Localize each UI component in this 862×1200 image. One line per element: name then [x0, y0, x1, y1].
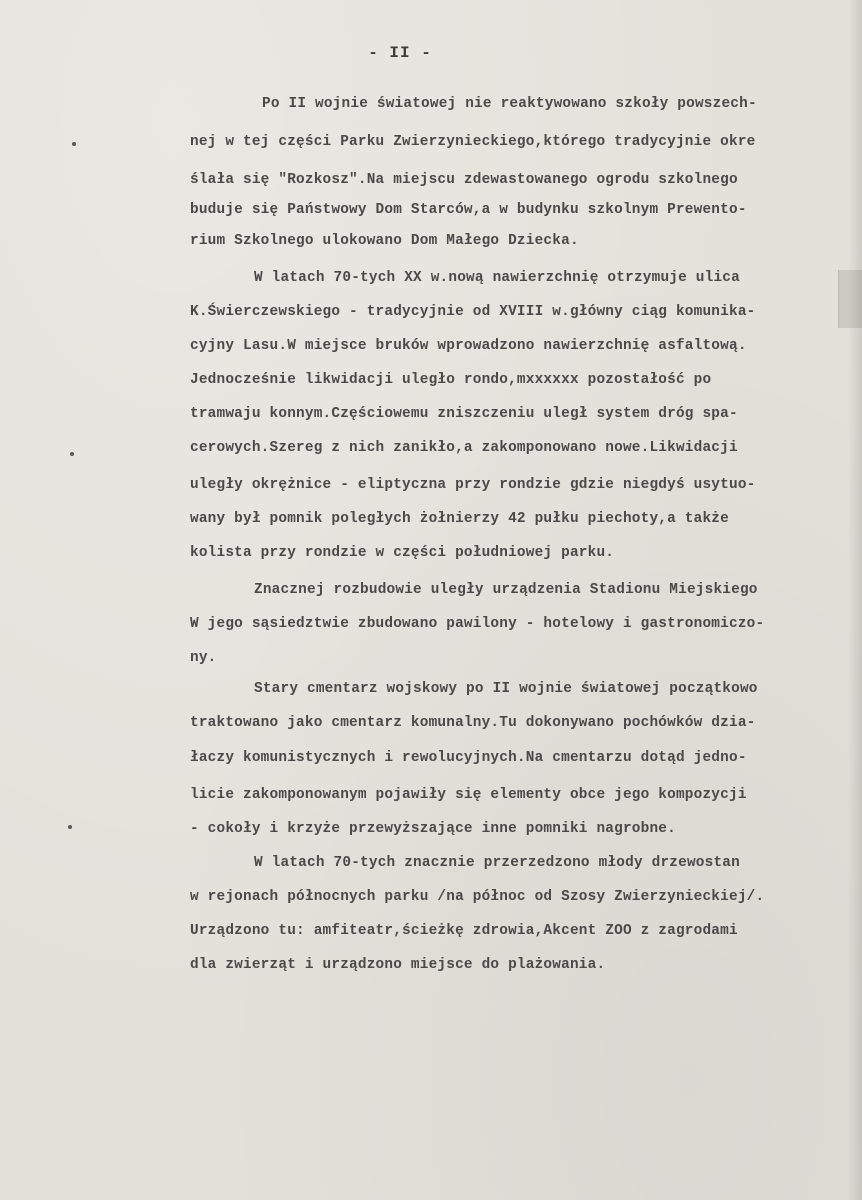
page-edge-shadow: [848, 0, 862, 1200]
text-line: cyjny Lasu.W miejsce bruków wprowadzono nawierzchnię asfaltową.: [190, 338, 747, 354]
punch-mark: [70, 452, 74, 456]
punch-mark: [68, 825, 72, 829]
text-line: Znacznej rozbudowie uległy urządzenia Stadionu Miejskiego: [254, 582, 758, 598]
text-line: - cokoły i krzyże przewyższające inne pomniki nagrobne.: [190, 821, 676, 837]
text-line: nej w tej części Parku Zwierzynieckiego,którego tradycyjnie okre: [190, 134, 756, 150]
text-line: łaczy komunistycznych i rewolucyjnych.Na cmentarzu dotąd jedno-: [190, 750, 747, 766]
punch-mark: [72, 142, 76, 146]
text-line: Stary cmentarz wojskowy po II wojnie światowej początkowo: [254, 681, 758, 697]
text-line: W jego sąsiedztwie zbudowano pawilony - hotelowy i gastronomiczo-: [190, 616, 765, 632]
text-line: W latach 70-tych znacznie przerzedzono młody drzewostan: [254, 855, 740, 871]
text-line: ślała się "Rozkosz".Na miejscu zdewastowanego ogrodu szkolnego: [190, 172, 738, 188]
page-number: - II -: [368, 44, 432, 62]
text-line: dla zwierząt i urządzono miejsce do plażowania.: [190, 957, 606, 973]
text-line: W latach 70-tych XX w.nową nawierzchnię otrzymuje ulica: [254, 270, 740, 286]
text-line: tramwaju konnym.Częściowemu zniszczeniu uległ system dróg spa-: [190, 406, 738, 422]
text-line: w rejonach północnych parku /na północ od Szosy Zwierzynieckiej/.: [190, 889, 765, 905]
text-line: traktowano jako cmentarz komunalny.Tu dokonywano pochówków dzia-: [190, 715, 756, 731]
text-line: ny.: [190, 650, 217, 666]
text-line: wany był pomnik poległych żołnierzy 42 pułku piechoty,a także: [190, 511, 729, 527]
text-line: rium Szkolnego ulokowano Dom Małego Dziecka.: [190, 233, 579, 249]
text-line: kolista przy rondzie w części południowej parku.: [190, 545, 615, 561]
text-line: Po II wojnie światowej nie reaktywowano szkoły powszech-: [262, 96, 757, 112]
text-line: cerowych.Szereg z nich zanikło,a zakomponowano nowe.Likwidacji: [190, 440, 738, 456]
text-line: K.Świerczewskiego - tradycyjnie od XVIII w.główny ciąg komunika-: [190, 304, 756, 320]
text-line: buduje się Państwowy Dom Starców,a w budynku szkolnym Prewento-: [190, 202, 747, 218]
text-line: licie zakomponowanym pojawiły się elementy obce jego kompozycji: [190, 787, 747, 803]
text-line: Urządzono tu: amfiteatr,ścieżkę zdrowia,Akcent ZOO z zagrodami: [190, 923, 738, 939]
text-line: uległy okrężnice - eliptyczna przy rondzie gdzie niegdyś usytuo-: [190, 477, 756, 493]
text-line: Jednocześnie likwidacji uległo rondo,mxxxxxx pozostałość po: [190, 372, 712, 388]
